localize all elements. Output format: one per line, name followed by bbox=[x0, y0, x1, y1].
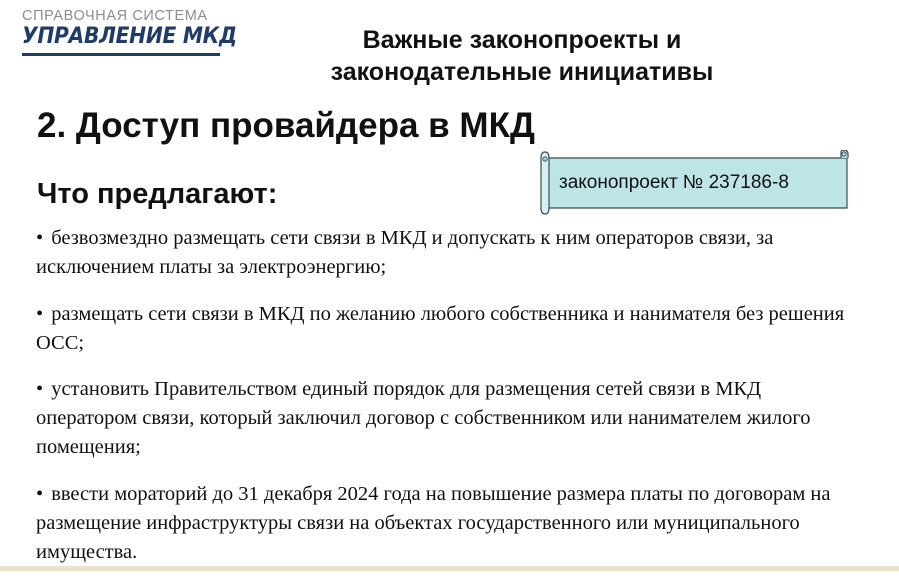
page-title-line-2: законодательные инициативы bbox=[330, 58, 714, 86]
list-item bbox=[36, 375, 866, 462]
bottom-divider bbox=[0, 566, 899, 571]
section-heading: 2. Доступ провайдера в МКД bbox=[37, 106, 535, 145]
bullet-icon: • bbox=[36, 303, 44, 325]
logo-main-text: УПРАВЛЕНИЕ МКД bbox=[22, 24, 237, 49]
proposals-list bbox=[36, 224, 866, 585]
list-item-text: размещать сети связи в МКД по желанию любого собственника и нанимателя без решения ОСС; bbox=[36, 303, 845, 354]
page-title-line-1: Важные законопроекты и bbox=[362, 26, 682, 54]
proposals-subheading: Что предлагают: bbox=[37, 178, 278, 210]
page-title bbox=[290, 24, 754, 88]
bill-number-banner bbox=[537, 150, 852, 216]
bullet-icon: • bbox=[36, 378, 44, 400]
logo-underline bbox=[22, 53, 220, 56]
bullet-icon: • bbox=[36, 483, 44, 505]
list-item bbox=[36, 224, 866, 282]
list-item-text: ввести мораторий до 31 декабря 2024 года на повышение размера платы по договорам на размещение инфраструктуры связи на объектах государственного или муниципального имущества. bbox=[36, 483, 831, 563]
list-item-text: установить Правительством единый порядок для размещения сетей связи в МКД оператором связи, который заключил договор с собственником или нанимателем жилого помещения; bbox=[36, 378, 811, 458]
logo-top-text: СПРАВОЧНАЯ СИСТЕМА bbox=[22, 8, 208, 24]
list-item-text: безвозмездно размещать сети связи в МКД и допускать к ним операторов связи, за исключением платы за электроэнергию; bbox=[36, 227, 774, 278]
logo bbox=[22, 8, 237, 56]
list-item bbox=[36, 300, 866, 358]
list-item bbox=[36, 480, 866, 567]
bullet-icon: • bbox=[36, 227, 44, 249]
bill-number-label: законопроект № 237186-8 bbox=[559, 172, 789, 193]
